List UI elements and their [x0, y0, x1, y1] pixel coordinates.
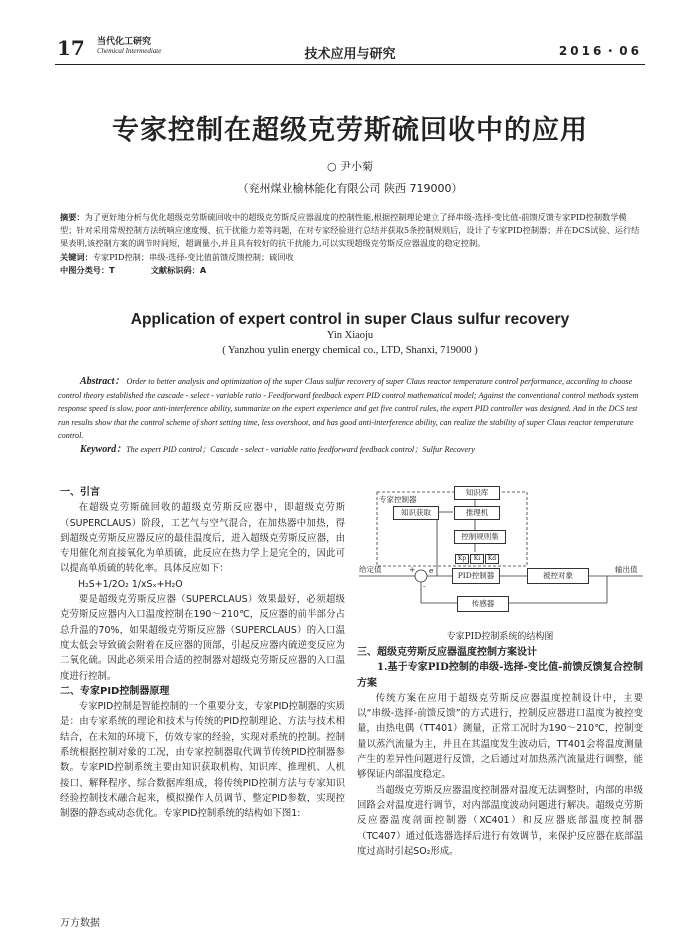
footer-watermark: 万方数据: [60, 918, 100, 929]
sensor-box: 传感器: [457, 596, 509, 612]
english-author: Yin Xiaoju: [326, 330, 374, 341]
pid-controller-box: PID控制器: [452, 568, 500, 584]
section-2-paragraph-1: 专家PID控制是智能控制的一个重要分支，专家PID控制器的实质是：由专家系统的理论和技术与传统的PID控制理论、方法与技术相结合，在未知的环境下，仿效专家的经验，实现对系统的控制。控制系统根据控制对象的工况，由专家控制器取代调节传统PID控制器参数。专家PID控制系统主要由知识获取机构、知识库、推理机、人机接口、解释程序、综合数据库组成，将传统PID控制方法与专家知识经验控制技术融合起来，模拟操作人员调节、整定PID参数，实现控制器的静态或动态优化。专家PID控制系统的结构如下图1:: [60, 701, 345, 820]
keywords-cn-label: 关键词：: [60, 251, 93, 262]
journal-name-en: Chemical Intermediate: [97, 46, 162, 55]
page-number: 17: [57, 36, 85, 60]
paper-title: 专家控制在超级克劳斯硫回收中的应用: [112, 115, 588, 146]
knowledge-acquisition-box: 知识获取: [393, 506, 439, 520]
header-divider: [55, 64, 645, 65]
abstract-cn-text: 为了更好地分析与优化超级克劳斯硫回收中的超级克劳斯反应器温度的控制性能,根据控制理论建立了择串级-选择-变比值-前馈反馈专家PID控制数学模型；针对采用常规控制方法统响应速度慢、抗干扰能力差等问题，在对专家经验进行总结并获取5条控制规则后，设计了专家PID控制器；并在DCS试验、运行结果表明,该控制方案的调节时间短，超调量小,并且具有较好的抗干扰能力,可以实现超级克劳斯反应器温度的稳定控制。: [60, 212, 640, 249]
section-1-paragraph-1: 在超级克劳斯硫回收的超级克劳斯反应器中，即超级克劳斯（SUPERCLAUS）阶段，工艺气与空气混合，在加热器中加热，得到超级克劳斯反应器反应的最佳温度后，进入超级克劳斯反应器，由专用催化剂直接氧化为单质硫，此反应在热力学上是完全的，因此可以提高单质硫的转化率。具体反应如下：: [60, 502, 345, 575]
section-1-heading: 一、引言: [60, 487, 100, 498]
abstract-en: [58, 375, 644, 456]
clc-value: T: [109, 264, 115, 275]
english-title: Application of expert control in super Claus sulfur recovery: [130, 311, 570, 328]
inference-engine-box: 推理机: [454, 506, 500, 520]
abstract-cn: [60, 211, 642, 277]
section-3-subheading: 1.基于专家PID控制的串级-选择-变比值-前馈反馈复合控制方案: [357, 662, 643, 689]
abstract-en-label: Abstract：: [80, 376, 125, 387]
section-3-paragraph-2: 当超级克劳斯反应器温度控制器对温度无法调整时，内部的串级回路会对温度进行调节，对内部温度波动问题进行解决。超级克劳斯反应器温度剖面控制器（XC401）和反应器底部温度控制器（TC407）通过低选器选择后进行有效调节，来保护反应器在底部温度过高时引起SO₂形成。: [357, 784, 643, 857]
expert-controller-label: 专家控制器: [379, 495, 417, 504]
abstract-cn-label: 摘要：: [60, 212, 85, 222]
keyword-en-label: Keyword：: [80, 443, 127, 455]
error-label: e: [429, 566, 434, 575]
reaction-formula: H₂S+1/2O₂ 1/xSₓ+H₂O: [78, 578, 183, 590]
right-column: [357, 645, 643, 859]
section-3-paragraph-1: 传统方案在应用于超级克劳斯反应器温度控制设计中，主要以“串级-选择-前馈反馈”的方式进行，控制反应器进口温度为被控变量，由热电偶（TT401）测量，正常工况时为190～210℃，控制变量以蒸汽流量为主，并且在其温度发生波动后，TT401会将温度测量产生的差异性问题进行反馈，之后通过对加热蒸汽流量进行调整，能够保证内部温度稳定。: [357, 692, 643, 781]
minus-sign: -: [423, 582, 426, 591]
keywords-cn: 专家PID控制；串级-选择-变比值前馈反馈控制；硫回收: [92, 251, 294, 262]
section-title: 技术应用与研究: [304, 47, 396, 62]
figure-caption: 专家PID控制系统的结构图: [446, 632, 554, 642]
abstract-en-text: Order to better analysis and optimization of the super Claus sulfur recovery of super Claus reactor temperature control performance, according to choose control theory established the cascade - select - variable ratio - Feedforward feedback expert PID control mathematical model; Against the conventional control methods system response speed is slow, poor anti-interference ability, summarize on the expert experience and get five control rules, the expert PID controller was designed. And in the DCS test run results show that the control scheme of short setting time, less overshoot, and has good anti-interference ability, can realize the stability of super Claus reactor temperature control.: [58, 377, 639, 440]
section-2-heading: 二、专家PID控制器原理: [60, 685, 170, 697]
doccode-value: A: [199, 264, 207, 275]
section-3-heading: 三、超级克劳斯反应器温度控制方案设计: [357, 647, 537, 658]
issue-number: 2016・06: [558, 44, 642, 58]
left-column: [60, 485, 345, 822]
kp-box: Kp: [455, 554, 469, 564]
setpoint-label: 给定值: [359, 565, 382, 574]
author: ○ 尹小菊: [326, 160, 374, 173]
english-affiliation: ( Yanzhou yulin energy chemical co., LTD, Shanxi, 719000 ): [222, 345, 478, 356]
keywords-en: The expert PID control；Cascade - select - variable ratio feedforward feedback control；Sulfur Recovery: [126, 444, 475, 454]
output-label: 输出值: [615, 565, 638, 574]
plus-sign: +: [409, 565, 416, 574]
affiliation: （兖州煤业榆林能化有限公司 陕西 719000）: [237, 182, 463, 195]
controlled-object-box: 被控对象: [527, 568, 589, 584]
clc-label: 中图分类号：: [60, 264, 110, 275]
expert-pid-diagram: [357, 486, 643, 626]
doccode-label: 文献标识码：: [150, 264, 200, 275]
kd-box: Kd: [485, 554, 499, 564]
section-1-paragraph-2: 要是超级克劳斯反应器（SUPERCLAUS）效果最好，必须超级克劳斯反应器内入口温度控制在190～210℃，反应器的前半部分占总升温的70%，如果超级克劳斯反应器（SUPERCLAUS）的入口温度太低会导致硫会附着在反应器的顶部，引起反应器内硫逆变反应为二氧化硫。因此必须采用合适的控制器对超级克劳斯反应器的入口温度进行控制。: [60, 594, 345, 682]
control-rule-set-box: 控制规则集: [454, 530, 506, 544]
knowledge-base-box: 知识库: [454, 486, 500, 500]
journal-name-cn: 当代化工研究: [97, 37, 152, 47]
ki-box: Ki: [470, 554, 484, 564]
